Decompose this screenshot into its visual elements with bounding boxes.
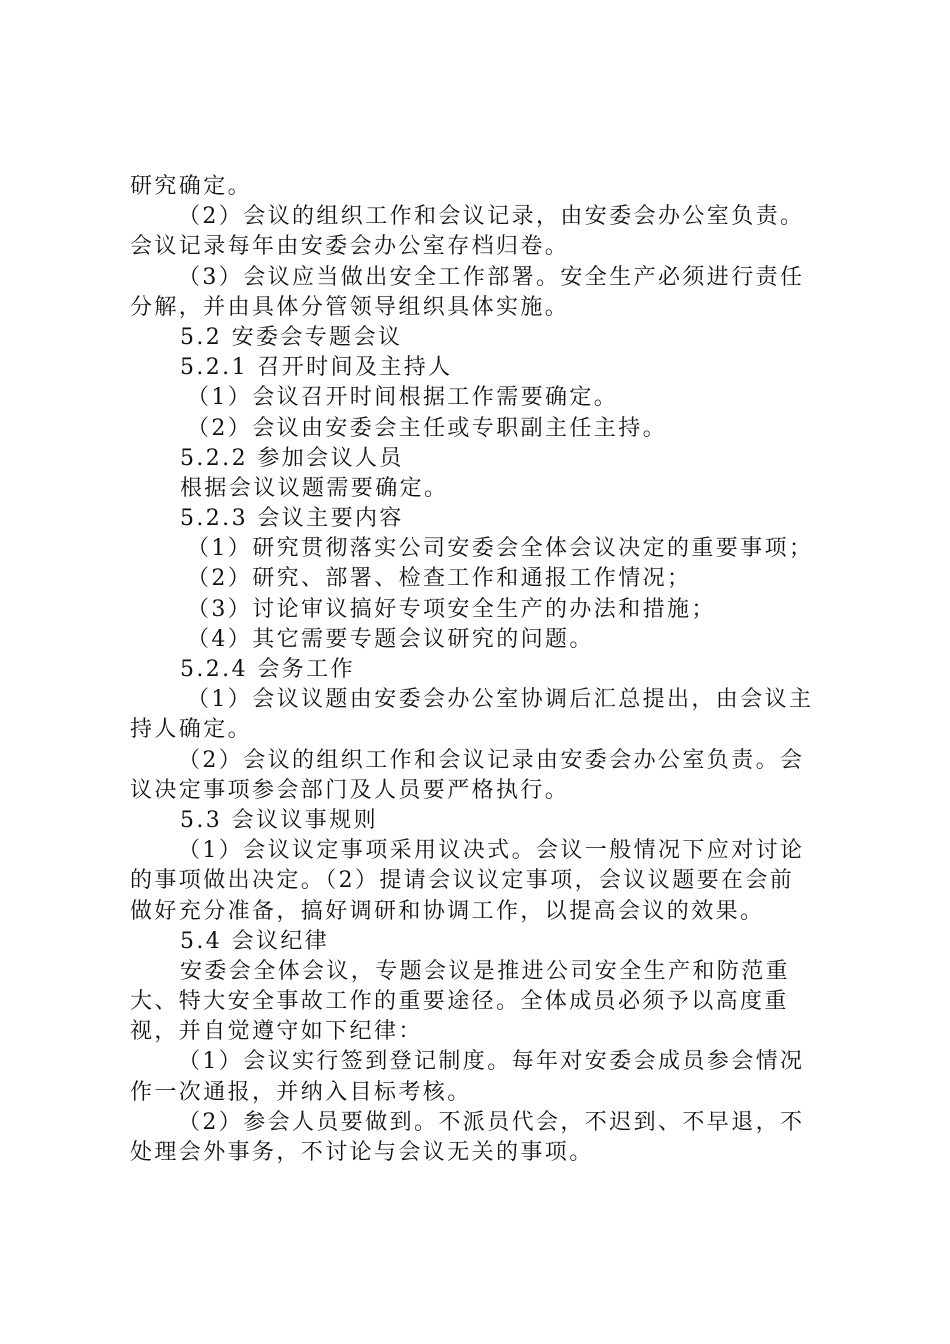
- text-line: 安委会全体会议，专题会议是推进公司安全生产和防范重: [180, 958, 791, 984]
- text-line: 作一次通报，并纳入目标考核。: [130, 1079, 472, 1105]
- text-line: 会议记录每年由安委会办公室存档归卷。: [130, 234, 570, 260]
- list-item: （2）参会人员要做到。不派员代会，不迟到、不早退，不: [178, 1109, 805, 1135]
- text-line: 做好充分准备，搞好调研和协调工作，以提高会议的效果。: [130, 898, 765, 924]
- text-line: （2）会议的组织工作和会议记录，由安委会办公室负责。: [178, 204, 805, 230]
- text-line: 的事项做出决定。（2）提请会议议定事项，会议议题要在会前: [130, 868, 795, 894]
- section-heading: 5.2.4 会务工作: [180, 657, 355, 682]
- text-line: 持人确定。: [130, 717, 253, 743]
- list-item: （1）会议议题由安委会办公室协调后汇总提出，由会议主: [187, 687, 814, 713]
- list-item: （2）会议由安委会主任或专职副主任主持。: [187, 415, 667, 441]
- list-item: （2）研究、部署、检查工作和通报工作情况；: [187, 566, 692, 592]
- list-item: （1）研究贯彻落实公司安委会全体会议决定的重要事项；: [187, 536, 814, 562]
- text-line: 议决定事项参会部门及人员要严格执行。: [130, 777, 570, 803]
- section-heading: 5.2 安委会专题会议: [180, 324, 403, 350]
- text-line: 分解，并由具体分管领导组织具体实施。: [130, 294, 570, 320]
- section-heading: 5.2.3 会议主要内容: [180, 506, 404, 532]
- section-heading: 5.2.2 参加会议人员: [180, 445, 404, 471]
- list-item: （1）会议议定事项采用议决式。会议一般情况下应对讨论: [178, 838, 805, 864]
- text-line: 研究确定。: [130, 174, 253, 199]
- list-item: （4）其它需要专题会议研究的问题。: [187, 626, 594, 652]
- text-line: 大、特大安全事故工作的重要途径。全体成员必须予以高度重: [130, 989, 789, 1015]
- text-line: 根据会议议题需要确定。: [180, 475, 449, 501]
- text-line: 视，并自觉遵守如下纪律：: [130, 1019, 423, 1045]
- list-item: （1）会议实行签到登记制度。每年对安委会成员参会情况: [178, 1049, 805, 1075]
- section-heading: 5.2.1 召开时间及主持人: [180, 355, 453, 381]
- list-item: （2）会议的组织工作和会议记录由安委会办公室负责。会: [178, 747, 805, 773]
- section-heading: 5.3 会议议事规则: [180, 807, 378, 833]
- document-body: [130, 172, 830, 1168]
- text-line: （3）会议应当做出安全工作部署。安全生产必须进行责任: [178, 264, 805, 290]
- list-item: （1）会议召开时间根据工作需要确定。: [187, 385, 619, 411]
- list-item: （3）讨论审议搞好专项安全生产的办法和措施；: [187, 596, 716, 622]
- section-heading: 5.4 会议纪律: [180, 928, 330, 954]
- text-line: 处理会外事务，不讨论与会议无关的事项。: [130, 1140, 594, 1165]
